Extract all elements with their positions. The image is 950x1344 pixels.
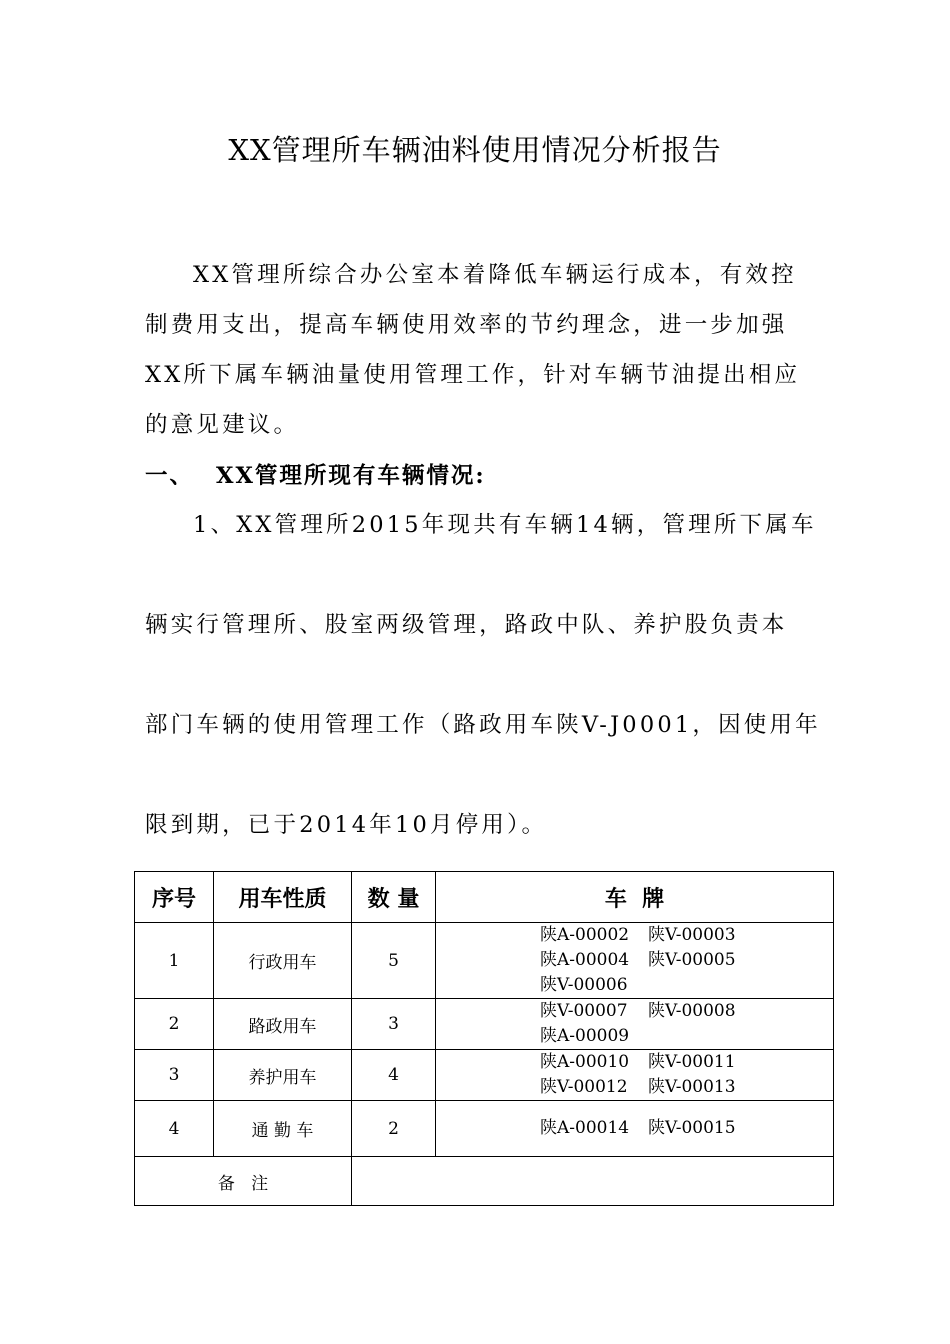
header-cell: 用车性质 xyxy=(214,872,352,923)
table-header-row xyxy=(135,872,834,923)
table-row xyxy=(135,1101,834,1157)
paragraph-line: 部门车辆的使用管理工作（路政用车陕V-J0001，因使用年 xyxy=(145,712,821,738)
row-count: 3 xyxy=(352,999,436,1050)
plate: 陕A-00002 xyxy=(540,925,630,945)
plate: 陕V-00013 xyxy=(648,1077,736,1097)
plate: 陕V-00012 xyxy=(540,1077,628,1097)
plate: 陕V-00011 xyxy=(648,1052,736,1072)
table-row xyxy=(135,923,834,999)
intro-line: 的意见建议。 xyxy=(145,412,300,438)
plate: 陕V-00003 xyxy=(648,925,736,945)
section-number: 一、 xyxy=(145,463,195,489)
remark-value xyxy=(352,1157,834,1206)
row-type: 路政用车 xyxy=(214,999,352,1050)
remark-label: 备 注 xyxy=(135,1157,352,1206)
row-plates xyxy=(436,1101,834,1157)
row-type: 通 勤 车 xyxy=(214,1101,352,1157)
plate: 陕V-00007 xyxy=(540,1001,628,1021)
document-title: XX管理所车辆油料使用情况分析报告 xyxy=(228,133,722,167)
table-row xyxy=(135,1050,834,1101)
row-plates xyxy=(436,923,834,999)
plate: 陕V-00008 xyxy=(648,1001,736,1021)
plate: 陕A-00004 xyxy=(540,950,630,970)
plate: 陕V-00005 xyxy=(648,950,736,970)
row-count: 4 xyxy=(352,1050,436,1101)
intro-line: XX管理所综合办公室本着降低车辆运行成本，有效控 xyxy=(193,262,797,288)
section-heading xyxy=(145,460,486,492)
row-number: 1 xyxy=(135,923,214,999)
row-number: 3 xyxy=(135,1050,214,1101)
row-plates xyxy=(436,1050,834,1101)
row-number: 4 xyxy=(135,1101,214,1157)
row-count: 5 xyxy=(352,923,436,999)
paragraph-line: 辆实行管理所、股室两级管理，路政中队、养护股负责本 xyxy=(145,612,788,638)
plate: 陕V-00006 xyxy=(540,975,628,995)
intro-line: 制费用支出，提高车辆使用效率的节约理念，进一步加强 xyxy=(145,312,788,338)
section-heading-text: XX管理所现有车辆情况: xyxy=(216,463,486,489)
intro-line: XX所下属车辆油量使用管理工作，针对车辆节油提出相应 xyxy=(145,362,801,388)
row-count: 2 xyxy=(352,1101,436,1157)
plate: 陕A-00009 xyxy=(540,1026,630,1046)
paragraph-line: 限到期，已于2014年10月停用）。 xyxy=(145,812,548,838)
header-cell: 序号 xyxy=(135,872,214,923)
vehicle-table xyxy=(134,871,834,1206)
table-row xyxy=(135,999,834,1050)
row-plates xyxy=(436,999,834,1050)
remark-row xyxy=(135,1157,834,1206)
row-type: 行政用车 xyxy=(214,923,352,999)
plate: 陕A-00010 xyxy=(540,1052,630,1072)
plate: 陕A-00014 xyxy=(540,1118,630,1138)
paragraph-line: 1、XX管理所2015年现共有车辆14辆，管理所下属车 xyxy=(193,512,817,538)
header-cell: 车 牌 xyxy=(436,872,834,923)
header-cell: 数 量 xyxy=(352,872,436,923)
row-number: 2 xyxy=(135,999,214,1050)
plate: 陕V-00015 xyxy=(648,1118,736,1138)
row-type: 养护用车 xyxy=(214,1050,352,1101)
